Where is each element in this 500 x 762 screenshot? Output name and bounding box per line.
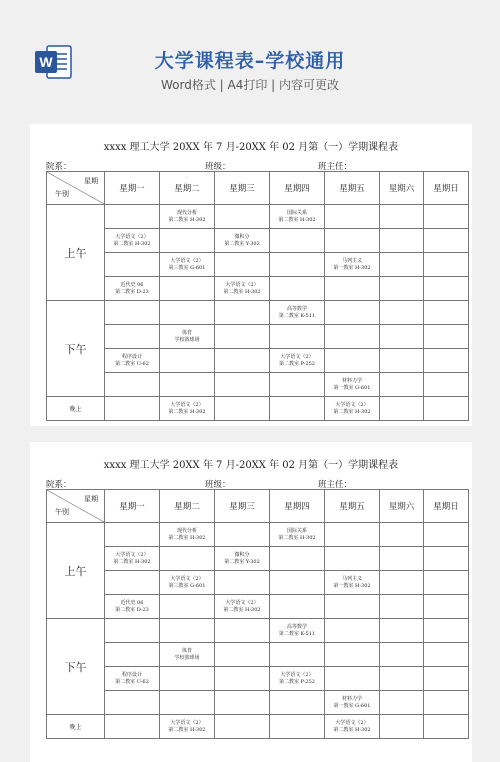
course-cell <box>270 205 325 229</box>
course-cell <box>105 349 160 373</box>
course-room: 第二教室 Y-302 <box>224 558 260 565</box>
course-cell <box>105 397 160 421</box>
course-cell <box>215 643 270 667</box>
course-cell <box>325 373 380 397</box>
course-cell <box>270 547 325 571</box>
course-cell <box>325 301 380 325</box>
corner-day-label: 星期 <box>84 495 98 503</box>
afternoon-label: 下午 <box>47 619 105 715</box>
morning-row <box>47 253 469 277</box>
course-room: 第二教室 H-302 <box>113 240 151 247</box>
course-cell <box>270 229 325 253</box>
course-name: 大学语文（2） <box>225 599 259 606</box>
course-cell <box>325 667 380 691</box>
course-cell <box>270 667 325 691</box>
course-name: 国际关系 <box>286 209 307 216</box>
course-cell <box>380 253 424 277</box>
course-room: 第二教室 H-302 <box>113 558 151 565</box>
evening-label: 晚上 <box>47 397 105 421</box>
word-icon-letter: W <box>39 54 53 70</box>
morning-row <box>47 571 469 595</box>
course-cell <box>160 397 215 421</box>
course-cell <box>215 277 270 301</box>
course-cell <box>215 523 270 547</box>
course-cell <box>270 643 325 667</box>
course-cell <box>215 373 270 397</box>
morning-row <box>47 523 469 547</box>
course-cell <box>380 397 424 421</box>
course-cell <box>215 229 270 253</box>
course-cell <box>424 643 469 667</box>
banner <box>0 0 500 112</box>
course-cell <box>215 547 270 571</box>
corner-period-label: 午别 <box>55 508 69 516</box>
course-name: 马列主义 <box>341 257 362 264</box>
course-cell <box>380 595 424 619</box>
corner-box <box>47 490 104 522</box>
course-name: 大学语文（2） <box>170 719 204 726</box>
course-cell <box>270 301 325 325</box>
course-name: 大学语文（2） <box>170 257 204 264</box>
course-cell <box>105 373 160 397</box>
course-room: 第二教室 H-302 <box>168 534 206 541</box>
college-label: 院系： <box>46 480 72 490</box>
course-name: 高等数学 <box>286 305 307 312</box>
course-cell <box>160 667 215 691</box>
schedule-sheet-1 <box>30 124 472 426</box>
morning-row <box>47 595 469 619</box>
course-name: 大学语文（2） <box>225 281 259 288</box>
morning-row <box>47 229 469 253</box>
course-cell <box>380 523 424 547</box>
course-room: 第一教室 H-302 <box>333 264 371 271</box>
course-cell <box>325 523 380 547</box>
course-cell <box>325 715 380 739</box>
course-name: 材料力学 <box>341 377 362 384</box>
course-name: 大学语文（2） <box>170 401 204 408</box>
course-cell <box>380 325 424 349</box>
day-header: 星期日 <box>424 172 469 205</box>
afternoon-row <box>47 643 469 667</box>
course-cell <box>424 571 469 595</box>
course-cell <box>160 301 215 325</box>
course-cell <box>160 325 215 349</box>
course-cell <box>215 619 270 643</box>
course-cell <box>215 571 270 595</box>
evening-row <box>47 715 469 739</box>
course-cell <box>325 643 380 667</box>
course-room: 第一教室 H-302 <box>333 582 371 589</box>
course-name: 国际关系 <box>286 527 307 534</box>
course-cell <box>105 325 160 349</box>
course-cell <box>380 349 424 373</box>
day-header: 星期六 <box>380 490 424 523</box>
course-name: 大学语文（2） <box>335 719 369 726</box>
course-cell <box>270 595 325 619</box>
class-label: 班级： <box>205 480 231 490</box>
course-cell <box>160 643 215 667</box>
course-name: 大学语文（2） <box>335 401 369 408</box>
course-cell <box>380 691 424 715</box>
course-cell <box>160 547 215 571</box>
course-cell <box>380 643 424 667</box>
course-cell <box>105 301 160 325</box>
course-cell <box>325 619 380 643</box>
course-name: 近代史 06 <box>120 599 144 606</box>
course-cell <box>270 691 325 715</box>
course-cell <box>424 205 469 229</box>
course-cell <box>215 301 270 325</box>
corner-box <box>47 172 104 204</box>
day-header: 星期一 <box>105 490 160 523</box>
course-cell <box>424 397 469 421</box>
course-name: 材料力学 <box>341 695 362 702</box>
course-cell <box>424 595 469 619</box>
header-row <box>47 490 469 523</box>
course-cell <box>105 571 160 595</box>
morning-label: 上午 <box>47 205 105 301</box>
course-cell <box>215 715 270 739</box>
college-label: 院系： <box>46 162 72 172</box>
course-cell <box>105 715 160 739</box>
corner-cell <box>47 172 105 205</box>
course-cell <box>160 595 215 619</box>
afternoon-row <box>47 325 469 349</box>
course-cell <box>160 571 215 595</box>
course-cell <box>380 229 424 253</box>
course-cell <box>160 619 215 643</box>
course-cell <box>160 349 215 373</box>
corner-day-label: 星期 <box>84 177 98 185</box>
course-cell <box>325 571 380 595</box>
course-cell <box>424 229 469 253</box>
morning-row <box>47 205 469 229</box>
course-cell <box>270 715 325 739</box>
course-room: 第三教室 G-601 <box>168 264 206 271</box>
day-header: 星期五 <box>325 490 380 523</box>
course-cell <box>215 595 270 619</box>
course-cell <box>380 301 424 325</box>
afternoon-row <box>47 373 469 397</box>
course-name: 现代分析 <box>176 527 197 534</box>
day-header: 星期二 <box>160 490 215 523</box>
afternoon-label: 下午 <box>47 301 105 397</box>
course-room: 第二教室 K-511 <box>278 630 316 637</box>
day-header: 星期五 <box>325 172 380 205</box>
course-cell <box>215 325 270 349</box>
course-name: 马列主义 <box>341 575 362 582</box>
course-name: 体育 <box>181 329 192 336</box>
sheet-title: xxxx 理工大学 20XX 年 7 月-20XX 年 02 月第（一）学期课程表 <box>103 142 399 153</box>
course-room: 第二教室 U-62 <box>115 360 149 367</box>
course-cell <box>160 277 215 301</box>
evening-label: 晚上 <box>47 715 105 739</box>
course-cell <box>270 523 325 547</box>
course-room: 第二教室 H-302 <box>168 726 206 733</box>
course-name: 体育 <box>181 647 192 654</box>
course-room: 学校篮球场 <box>174 654 200 661</box>
course-cell <box>270 397 325 421</box>
course-name: 微积分 <box>234 233 250 240</box>
course-cell <box>105 619 160 643</box>
course-name: 大学语文（2） <box>170 575 204 582</box>
course-cell <box>380 619 424 643</box>
course-cell <box>424 547 469 571</box>
course-cell <box>215 667 270 691</box>
course-cell <box>270 253 325 277</box>
course-cell <box>215 397 270 421</box>
sheet-title: xxxx 理工大学 20XX 年 7 月-20XX 年 02 月第（一）学期课程表 <box>103 460 399 471</box>
corner-cell <box>47 490 105 523</box>
course-name: 高等数学 <box>286 623 307 630</box>
course-cell <box>380 277 424 301</box>
course-name: 大学语文（2） <box>280 353 314 360</box>
course-cell <box>105 523 160 547</box>
course-cell <box>380 373 424 397</box>
afternoon-row <box>47 691 469 715</box>
morning-row <box>47 547 469 571</box>
afternoon-row <box>47 667 469 691</box>
course-cell <box>380 571 424 595</box>
course-cell <box>160 523 215 547</box>
course-cell <box>160 691 215 715</box>
course-cell <box>105 691 160 715</box>
course-name: 微积分 <box>234 551 250 558</box>
course-name: 现代分析 <box>176 209 197 216</box>
course-room: 第二教室 H-302 <box>333 408 371 415</box>
class-label: 班级： <box>205 162 231 172</box>
course-room: 第一教室 G-601 <box>333 702 371 709</box>
course-cell <box>105 253 160 277</box>
afternoon-row <box>47 619 469 643</box>
day-header: 星期一 <box>105 172 160 205</box>
course-cell <box>270 571 325 595</box>
course-room: 第二教室 H-302 <box>168 216 206 223</box>
afternoon-row <box>47 301 469 325</box>
head-teacher-label: 班主任： <box>318 480 353 490</box>
head-teacher-label: 班主任： <box>318 162 353 172</box>
banner-subtitle: Word格式 | A4打印 | 内容可更改 <box>160 78 340 92</box>
course-name: 近代史 06 <box>120 281 144 288</box>
course-cell <box>424 619 469 643</box>
day-header: 星期四 <box>270 172 325 205</box>
course-cell <box>215 349 270 373</box>
evening-row <box>47 397 469 421</box>
course-cell <box>325 397 380 421</box>
banner-title: 大学课程表–学校通用 <box>154 50 346 72</box>
course-name: 大学语文（2） <box>115 233 149 240</box>
corner-period-label: 午别 <box>55 190 69 198</box>
course-room: 第二教室 H-302 <box>278 534 316 541</box>
course-cell <box>380 715 424 739</box>
course-cell <box>325 205 380 229</box>
morning-label: 上午 <box>47 523 105 619</box>
course-cell <box>424 373 469 397</box>
course-room: 第二教室 K-511 <box>278 312 316 319</box>
course-room: 学校篮球场 <box>174 336 200 343</box>
course-cell <box>215 205 270 229</box>
course-room: 第三教室 G-601 <box>168 582 206 589</box>
course-room: 第二教室 P-252 <box>279 360 315 367</box>
course-cell <box>325 595 380 619</box>
course-room: 第二教室 Y-302 <box>224 240 260 247</box>
course-cell <box>325 547 380 571</box>
course-cell <box>325 253 380 277</box>
day-header: 星期三 <box>215 172 270 205</box>
day-header: 星期二 <box>160 172 215 205</box>
course-cell <box>424 325 469 349</box>
schedule-sheet-2 <box>30 442 472 762</box>
day-header: 星期日 <box>424 490 469 523</box>
course-room: 第二教室 H-302 <box>333 726 371 733</box>
schedule-table <box>46 171 469 421</box>
course-cell <box>105 667 160 691</box>
schedule-table <box>46 489 469 739</box>
course-cell <box>270 277 325 301</box>
course-cell <box>160 373 215 397</box>
course-cell <box>380 205 424 229</box>
course-room: 第二教室 D-23 <box>115 288 149 295</box>
course-cell <box>270 349 325 373</box>
course-room: 第二教室 H-302 <box>223 288 261 295</box>
course-cell <box>105 205 160 229</box>
day-header: 星期六 <box>380 172 424 205</box>
course-name: 大学语文（2） <box>115 551 149 558</box>
morning-row <box>47 277 469 301</box>
course-cell <box>424 715 469 739</box>
course-room: 第二教室 D-23 <box>115 606 149 613</box>
course-cell <box>160 715 215 739</box>
course-cell <box>215 253 270 277</box>
course-cell <box>160 205 215 229</box>
course-cell <box>105 229 160 253</box>
course-cell <box>270 325 325 349</box>
course-cell <box>424 667 469 691</box>
course-cell <box>270 373 325 397</box>
course-name: 程序设计 <box>121 353 142 360</box>
course-room: 第二教室 H-302 <box>168 408 206 415</box>
course-cell <box>105 595 160 619</box>
course-cell <box>325 349 380 373</box>
course-room: 第二教室 U-62 <box>115 678 149 685</box>
course-cell <box>270 619 325 643</box>
course-cell <box>424 349 469 373</box>
course-cell <box>105 643 160 667</box>
afternoon-row <box>47 349 469 373</box>
course-cell <box>325 691 380 715</box>
day-header: 星期三 <box>215 490 270 523</box>
course-cell <box>215 691 270 715</box>
header-row <box>47 172 469 205</box>
course-cell <box>424 253 469 277</box>
course-cell <box>325 325 380 349</box>
course-cell <box>424 301 469 325</box>
course-cell <box>325 277 380 301</box>
course-name: 程序设计 <box>121 671 142 678</box>
course-room: 第一教室 G-601 <box>333 384 371 391</box>
course-cell <box>380 667 424 691</box>
course-cell <box>325 229 380 253</box>
course-name: 大学语文（2） <box>280 671 314 678</box>
day-header: 星期四 <box>270 490 325 523</box>
course-cell <box>424 691 469 715</box>
course-cell <box>424 523 469 547</box>
course-cell <box>160 229 215 253</box>
course-cell <box>105 277 160 301</box>
course-room: 第二教室 P-252 <box>279 678 315 685</box>
course-room: 第二教室 H-302 <box>223 606 261 613</box>
course-cell <box>160 253 215 277</box>
course-cell <box>380 547 424 571</box>
course-cell <box>105 547 160 571</box>
course-cell <box>424 277 469 301</box>
course-room: 第二教室 H-302 <box>278 216 316 223</box>
